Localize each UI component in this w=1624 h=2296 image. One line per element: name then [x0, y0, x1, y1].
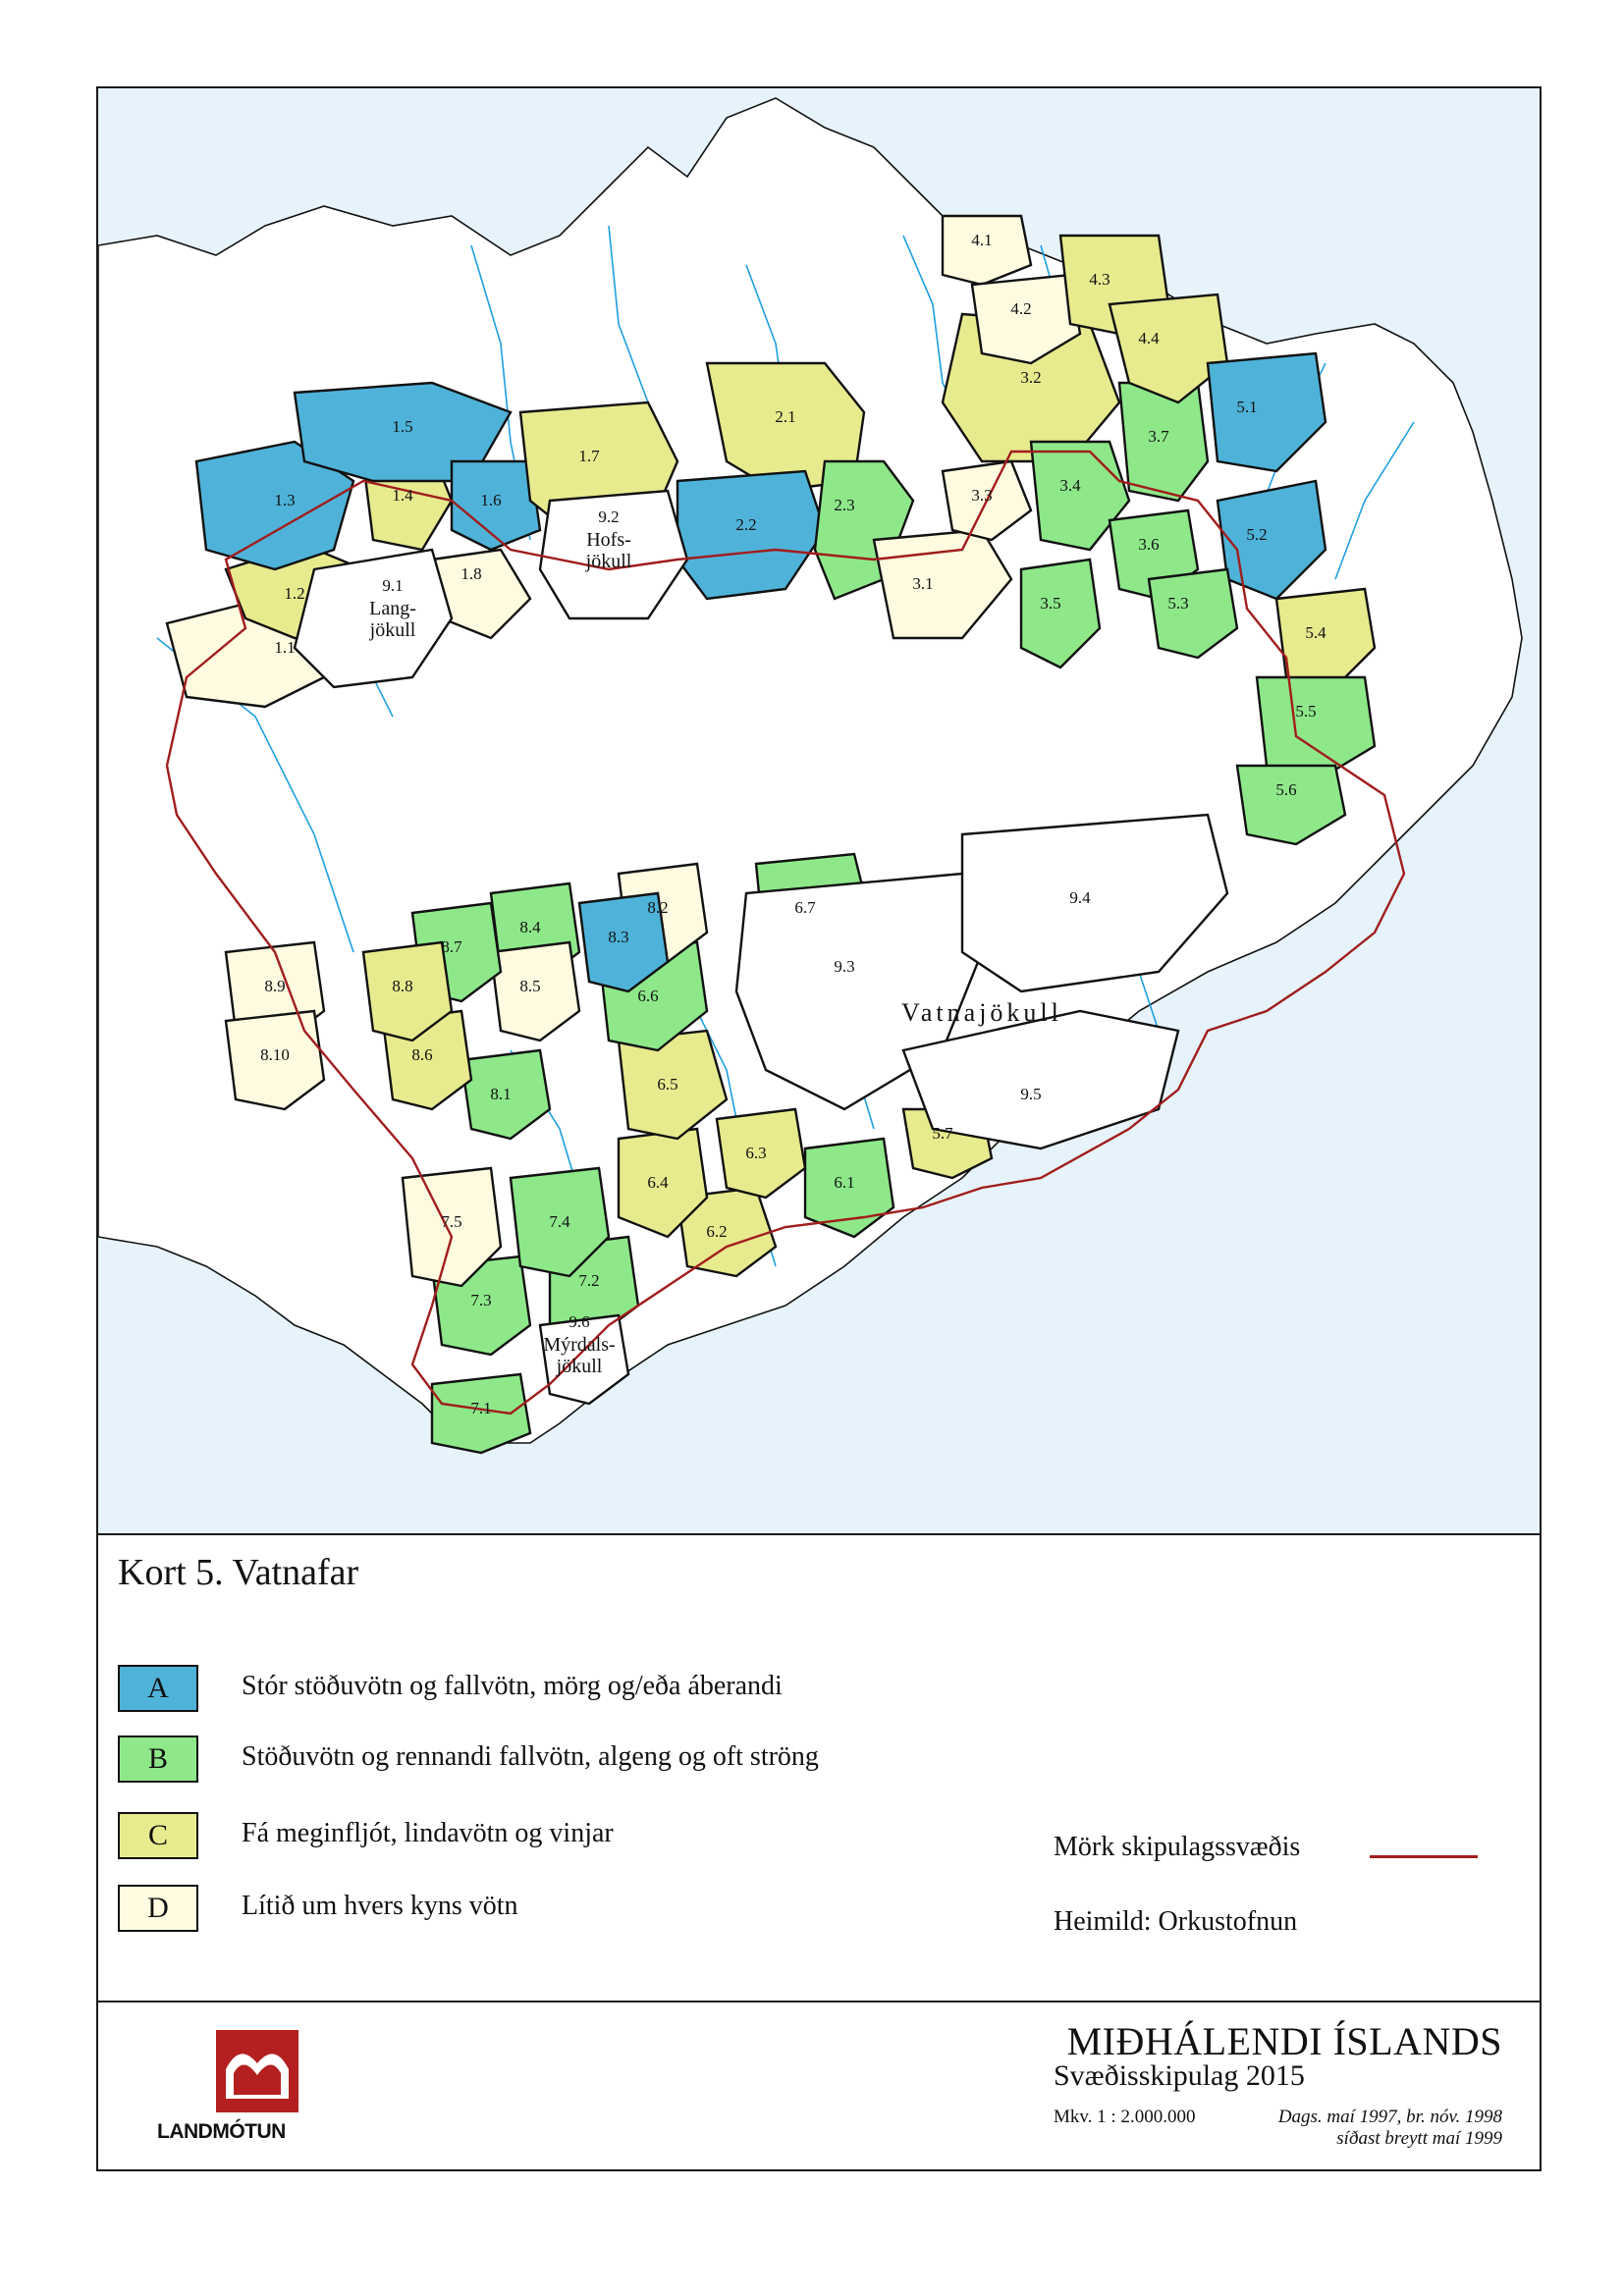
revision-dates-line-2: síðast breytt maí 1999	[1336, 2128, 1502, 2149]
boundary-legend-label: Mörk skipulagssvæðis	[1054, 1832, 1301, 1862]
legend-swatch-b: B	[118, 1735, 198, 1783]
region-label-6-2: 6.2	[706, 1222, 728, 1241]
region-label-8-3: 8.3	[608, 928, 629, 946]
region-label-1-1: 1.1	[274, 638, 296, 657]
region-label-3-1: 3.1	[912, 574, 934, 593]
region-label-1-2: 1.2	[284, 584, 305, 603]
glacier-name-9-1: Lang-	[369, 598, 416, 619]
region-label-2-1: 2.1	[775, 407, 796, 426]
landmotun-logo	[216, 2030, 298, 2112]
vatnajokull-label: Vatnajökull	[901, 998, 1062, 1027]
region-label-3-3: 3.3	[971, 486, 993, 505]
iceland-map	[98, 88, 1540, 1533]
region-label-6-4: 6.4	[647, 1173, 669, 1192]
region-label-4-4: 4.4	[1138, 329, 1160, 347]
region-label-5-5: 5.5	[1295, 702, 1317, 721]
region-label-2-3: 2.3	[834, 496, 855, 514]
region-label-1-3: 1.3	[274, 491, 296, 509]
region-label-6-1: 6.1	[834, 1173, 855, 1192]
region-label-5-2: 5.2	[1246, 525, 1268, 544]
region-label-7-5: 7.5	[441, 1212, 462, 1231]
glacier-label-9-5: 9.5	[1020, 1085, 1042, 1103]
region-label-4-1: 4.1	[971, 231, 993, 249]
glacier-name-9-2: Hofs-	[586, 529, 631, 551]
legend-swatch-c: C	[118, 1812, 198, 1859]
glacier-name2-9-2: jökull	[585, 551, 632, 572]
region-label-8-8: 8.8	[392, 977, 413, 995]
region-label-6-3: 6.3	[745, 1144, 767, 1162]
legend-label-d: Lítið um hvers kyns vötn	[242, 1891, 518, 1921]
region-label-5-4: 5.4	[1305, 623, 1326, 642]
region-label-8-2: 8.2	[647, 898, 669, 917]
project-title: MIÐHÁLENDI ÍSLANDS	[1066, 2019, 1502, 2063]
region-label-7-4: 7.4	[549, 1212, 570, 1231]
region-label-6-7: 6.7	[794, 898, 816, 917]
glacier-label-9-4: 9.4	[1069, 888, 1091, 907]
glacier-label-9-6: 9.6	[568, 1312, 590, 1331]
region-label-3-6: 3.6	[1138, 535, 1160, 554]
region-label-7-3: 7.3	[470, 1291, 492, 1309]
source-label: Heimild: Orkustofnun	[1054, 1906, 1298, 1937]
boundary-legend-line	[1370, 1855, 1478, 1858]
legend-label-a: Stór stöðuvötn og fallvötn, mörg og/eða áberandi	[242, 1671, 783, 1701]
glacier-name-9-6: Mýrdals-	[543, 1334, 616, 1356]
region-label-5-6: 5.6	[1275, 780, 1297, 799]
glacier-label-9-2: 9.2	[598, 507, 620, 526]
legend-swatch-d: D	[118, 1885, 198, 1932]
region-label-8-10: 8.10	[260, 1045, 290, 1064]
region-label-1-4: 1.4	[392, 486, 413, 505]
revision-dates-line-1: Dags. maí 1997, br. nóv. 1998	[1277, 2107, 1502, 2127]
region-label-1-6: 1.6	[480, 491, 502, 509]
region-label-6-6: 6.6	[637, 987, 659, 1005]
logo-wordmark: LANDMÓTUN	[157, 2120, 286, 2143]
region-label-3-4: 3.4	[1059, 476, 1081, 495]
region-label-1-8: 1.8	[460, 564, 482, 583]
region-label-8-1: 8.1	[490, 1085, 512, 1103]
map-frame	[98, 88, 1540, 1535]
project-subtitle: Svæðisskipulag 2015	[1054, 2059, 1305, 2092]
region-label-1-5: 1.5	[392, 417, 413, 436]
map-scale: Mkv. 1 : 2.000.000	[1054, 2107, 1196, 2127]
region-label-7-2: 7.2	[578, 1271, 600, 1290]
region-label-8-5: 8.5	[519, 977, 541, 995]
region-label-6-5: 6.5	[657, 1075, 678, 1094]
glacier-label-9-1: 9.1	[382, 576, 404, 595]
glacier-label-9-3: 9.3	[834, 957, 855, 976]
region-label-2-2: 2.2	[735, 515, 757, 534]
glacier-name2-9-6: jökull	[556, 1356, 603, 1377]
glacier-name2-9-1: jökull	[369, 619, 416, 641]
region-label-4-3: 4.3	[1089, 270, 1110, 289]
region-label-5-1: 5.1	[1236, 398, 1258, 416]
region-label-8-6: 8.6	[411, 1045, 433, 1064]
legend-label-c: Fá meginfljót, lindavötn og vinjar	[242, 1818, 614, 1848]
region-label-8-9: 8.9	[264, 977, 286, 995]
region-label-3-5: 3.5	[1040, 594, 1061, 613]
legend-label-b: Stöðuvötn og rennandi fallvötn, algeng og oft ströng	[242, 1741, 819, 1772]
region-label-3-7: 3.7	[1148, 427, 1169, 446]
region-label-7-1: 7.1	[470, 1399, 492, 1417]
region-label-5-3: 5.3	[1167, 594, 1189, 613]
region-label-8-7: 8.7	[441, 937, 462, 956]
region-label-8-4: 8.4	[519, 918, 541, 936]
legend-swatch-a: A	[118, 1665, 198, 1712]
region-label-4-2: 4.2	[1010, 299, 1032, 318]
revision-dates	[1278, 2107, 1502, 2150]
region-label-5-7: 5.7	[932, 1124, 953, 1143]
map-title: Kort 5. Vatnafar	[118, 1552, 359, 1593]
map-sheet	[96, 86, 1542, 2171]
region-label-1-7: 1.7	[578, 447, 600, 465]
region-label-3-2: 3.2	[1020, 368, 1042, 387]
